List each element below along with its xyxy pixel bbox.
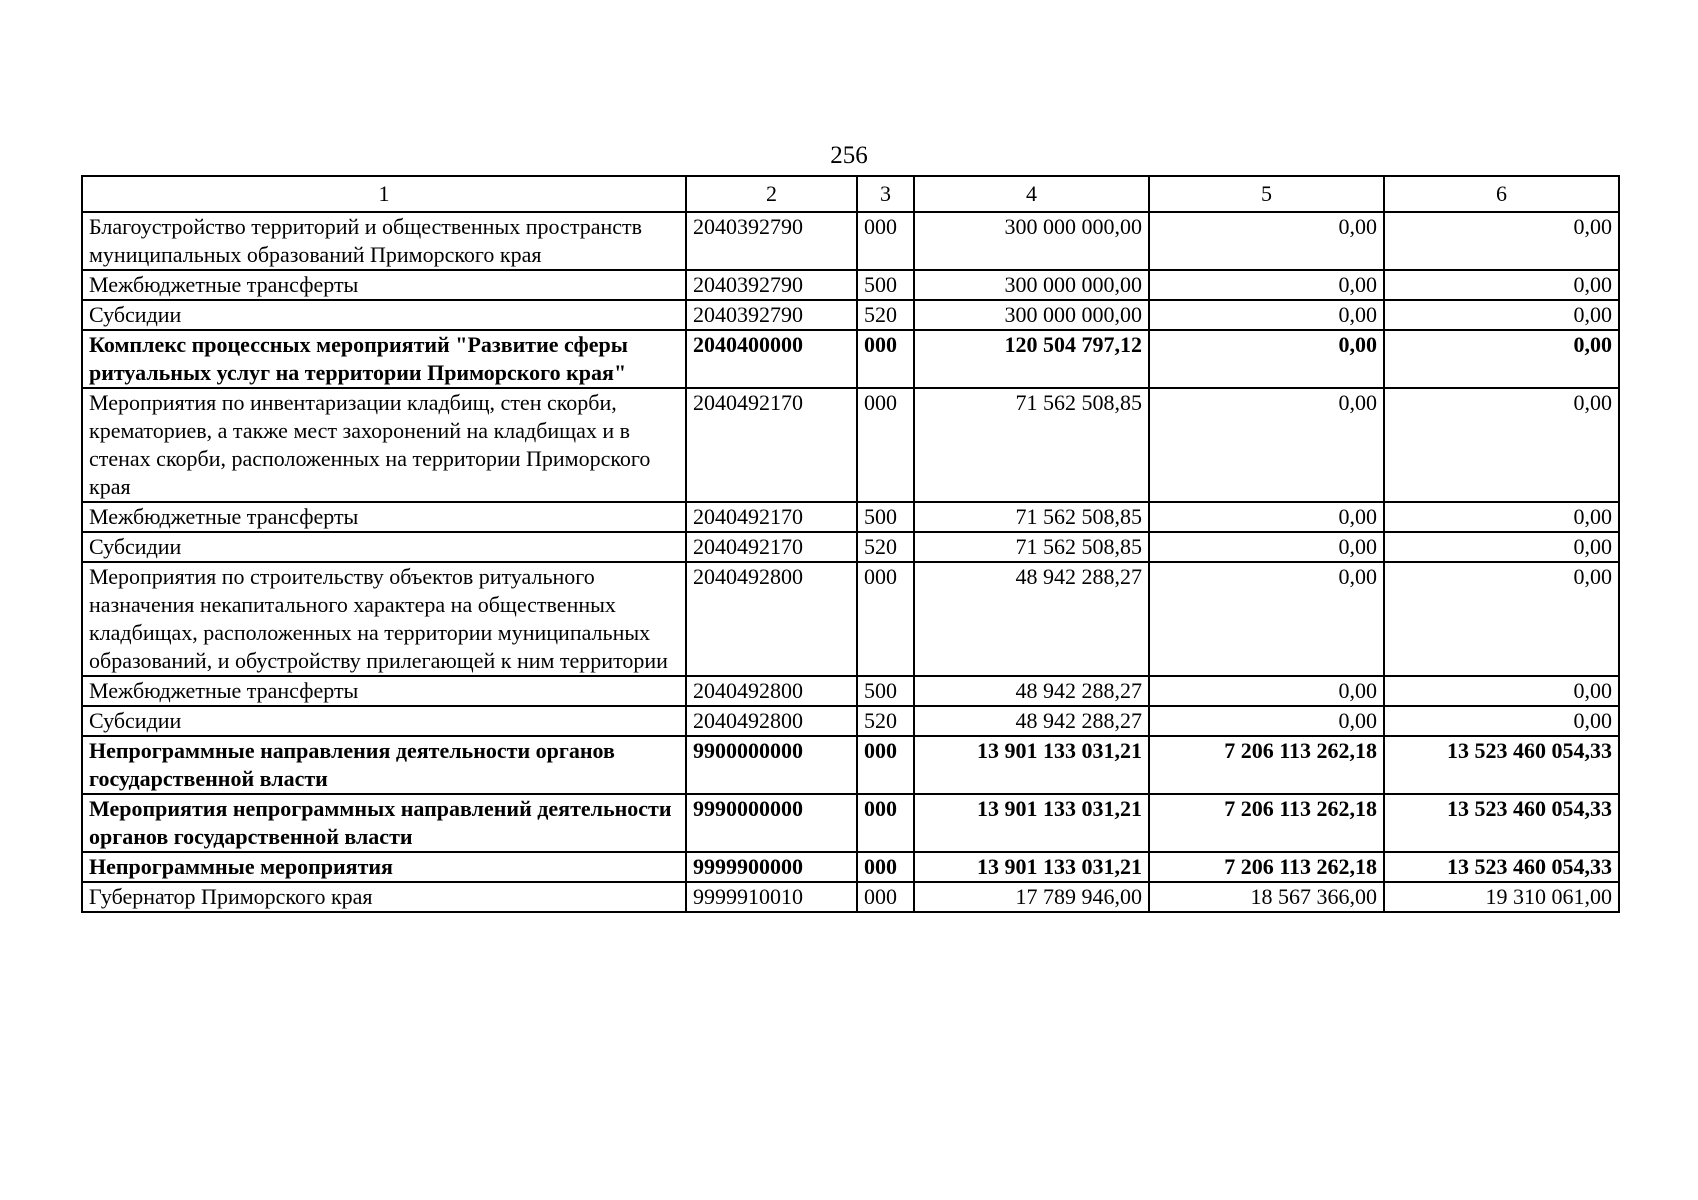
- cell-amount-year3: 0,00: [1384, 676, 1619, 706]
- cell-vr-code: 500: [857, 270, 914, 300]
- cell-vr-code: 520: [857, 706, 914, 736]
- cell-name: Благоустройство территорий и общественных пространств муниципальных образований Приморского края: [82, 212, 686, 270]
- cell-csr-code: 2040492800: [686, 706, 857, 736]
- cell-amount-year2: 18 567 366,00: [1149, 882, 1384, 912]
- cell-csr-code: 2040392790: [686, 300, 857, 330]
- cell-amount-year2: 7 206 113 262,18: [1149, 852, 1384, 882]
- cell-amount-year2: 7 206 113 262,18: [1149, 736, 1384, 794]
- table-row: [82, 388, 1619, 502]
- cell-amount-year3: 0,00: [1384, 532, 1619, 562]
- cell-amount-year2: 7 206 113 262,18: [1149, 794, 1384, 852]
- cell-amount-year3: 13 523 460 054,33: [1384, 794, 1619, 852]
- cell-amount-year2: 0,00: [1149, 270, 1384, 300]
- cell-amount-year1: 71 562 508,85: [914, 532, 1149, 562]
- cell-amount-year1: 48 942 288,27: [914, 562, 1149, 676]
- header-cell-vr: 3: [857, 176, 914, 212]
- cell-name: Субсидии: [82, 706, 686, 736]
- table-row: [82, 502, 1619, 532]
- cell-csr-code: 9999910010: [686, 882, 857, 912]
- cell-amount-year2: 0,00: [1149, 212, 1384, 270]
- cell-csr-code: 9900000000: [686, 736, 857, 794]
- header-cell-name: 1: [82, 176, 686, 212]
- cell-amount-year2: 0,00: [1149, 502, 1384, 532]
- cell-amount-year3: 0,00: [1384, 706, 1619, 736]
- table-row: [82, 300, 1619, 330]
- cell-vr-code: 520: [857, 300, 914, 330]
- cell-name: Губернатор Приморского края: [82, 882, 686, 912]
- cell-amount-year1: 13 901 133 031,21: [914, 736, 1149, 794]
- cell-amount-year3: 0,00: [1384, 388, 1619, 502]
- page-number: 256: [830, 142, 868, 169]
- cell-amount-year3: 13 523 460 054,33: [1384, 736, 1619, 794]
- cell-name: Межбюджетные трансферты: [82, 270, 686, 300]
- cell-amount-year3: 0,00: [1384, 562, 1619, 676]
- cell-csr-code: 9999900000: [686, 852, 857, 882]
- cell-amount-year1: 71 562 508,85: [914, 388, 1149, 502]
- cell-name: Мероприятия по инвентаризации кладбищ, стен скорби, крематориев, а также мест захоронений на кладбищах и в стенах скорби, расположенных на территории Приморского края: [82, 388, 686, 502]
- cell-amount-year3: 0,00: [1384, 270, 1619, 300]
- cell-amount-year2: 0,00: [1149, 706, 1384, 736]
- cell-amount-year1: 300 000 000,00: [914, 300, 1149, 330]
- cell-name: Непрограммные направления деятельности органов государственной власти: [82, 736, 686, 794]
- cell-amount-year2: 0,00: [1149, 532, 1384, 562]
- table-row: [82, 794, 1619, 852]
- budget-table-body: [82, 176, 1619, 912]
- cell-vr-code: 000: [857, 388, 914, 502]
- cell-amount-year2: 0,00: [1149, 330, 1384, 388]
- table-header-row: [82, 176, 1619, 212]
- cell-name: Субсидии: [82, 300, 686, 330]
- cell-vr-code: 500: [857, 676, 914, 706]
- cell-amount-year3: 19 310 061,00: [1384, 882, 1619, 912]
- cell-vr-code: 000: [857, 562, 914, 676]
- header-cell-year1: 4: [914, 176, 1149, 212]
- cell-amount-year1: 71 562 508,85: [914, 502, 1149, 532]
- cell-amount-year3: 0,00: [1384, 212, 1619, 270]
- cell-amount-year1: 48 942 288,27: [914, 706, 1149, 736]
- table-row: [82, 330, 1619, 388]
- cell-amount-year3: 0,00: [1384, 502, 1619, 532]
- cell-vr-code: 500: [857, 502, 914, 532]
- budget-table: [81, 175, 1620, 913]
- cell-vr-code: 000: [857, 882, 914, 912]
- cell-amount-year3: 13 523 460 054,33: [1384, 852, 1619, 882]
- cell-csr-code: 2040392790: [686, 270, 857, 300]
- cell-csr-code: 2040400000: [686, 330, 857, 388]
- cell-vr-code: 000: [857, 212, 914, 270]
- cell-amount-year2: 0,00: [1149, 388, 1384, 502]
- cell-name: Мероприятия по строительству объектов ритуального назначения некапитального характера на общественных кладбищах, расположенных на территории муниципальных образований, и обустройству прилегающей к ним территории: [82, 562, 686, 676]
- cell-name: Межбюджетные трансферты: [82, 676, 686, 706]
- cell-name: Межбюджетные трансферты: [82, 502, 686, 532]
- table-row: [82, 676, 1619, 706]
- cell-vr-code: 000: [857, 794, 914, 852]
- cell-amount-year1: 17 789 946,00: [914, 882, 1149, 912]
- cell-amount-year1: 120 504 797,12: [914, 330, 1149, 388]
- cell-csr-code: 2040492170: [686, 388, 857, 502]
- cell-vr-code: 000: [857, 736, 914, 794]
- header-cell-year3: 6: [1384, 176, 1619, 212]
- cell-amount-year2: 0,00: [1149, 562, 1384, 676]
- cell-vr-code: 000: [857, 330, 914, 388]
- cell-name: Субсидии: [82, 532, 686, 562]
- table-row: [82, 736, 1619, 794]
- cell-csr-code: 2040492800: [686, 562, 857, 676]
- cell-amount-year3: 0,00: [1384, 330, 1619, 388]
- cell-csr-code: 2040492170: [686, 502, 857, 532]
- table-row: [82, 852, 1619, 882]
- header-cell-csr: 2: [686, 176, 857, 212]
- cell-amount-year1: 300 000 000,00: [914, 270, 1149, 300]
- table-row: [82, 212, 1619, 270]
- cell-amount-year1: 300 000 000,00: [914, 212, 1149, 270]
- cell-amount-year3: 0,00: [1384, 300, 1619, 330]
- cell-vr-code: 520: [857, 532, 914, 562]
- cell-csr-code: 2040492800: [686, 676, 857, 706]
- cell-name: Непрограммные мероприятия: [82, 852, 686, 882]
- cell-amount-year1: 13 901 133 031,21: [914, 794, 1149, 852]
- table-row: [82, 270, 1619, 300]
- cell-csr-code: 2040492170: [686, 532, 857, 562]
- table-row: [82, 532, 1619, 562]
- cell-name: Мероприятия непрограммных направлений деятельности органов государственной власти: [82, 794, 686, 852]
- cell-vr-code: 000: [857, 852, 914, 882]
- cell-amount-year2: 0,00: [1149, 300, 1384, 330]
- cell-amount-year2: 0,00: [1149, 676, 1384, 706]
- cell-amount-year1: 13 901 133 031,21: [914, 852, 1149, 882]
- cell-csr-code: 9990000000: [686, 794, 857, 852]
- table-row: [82, 562, 1619, 676]
- cell-csr-code: 2040392790: [686, 212, 857, 270]
- table-row: [82, 882, 1619, 912]
- header-cell-year2: 5: [1149, 176, 1384, 212]
- table-row: [82, 706, 1619, 736]
- cell-name: Комплекс процессных мероприятий "Развитие сферы ритуальных услуг на территории Приморского края": [82, 330, 686, 388]
- cell-amount-year1: 48 942 288,27: [914, 676, 1149, 706]
